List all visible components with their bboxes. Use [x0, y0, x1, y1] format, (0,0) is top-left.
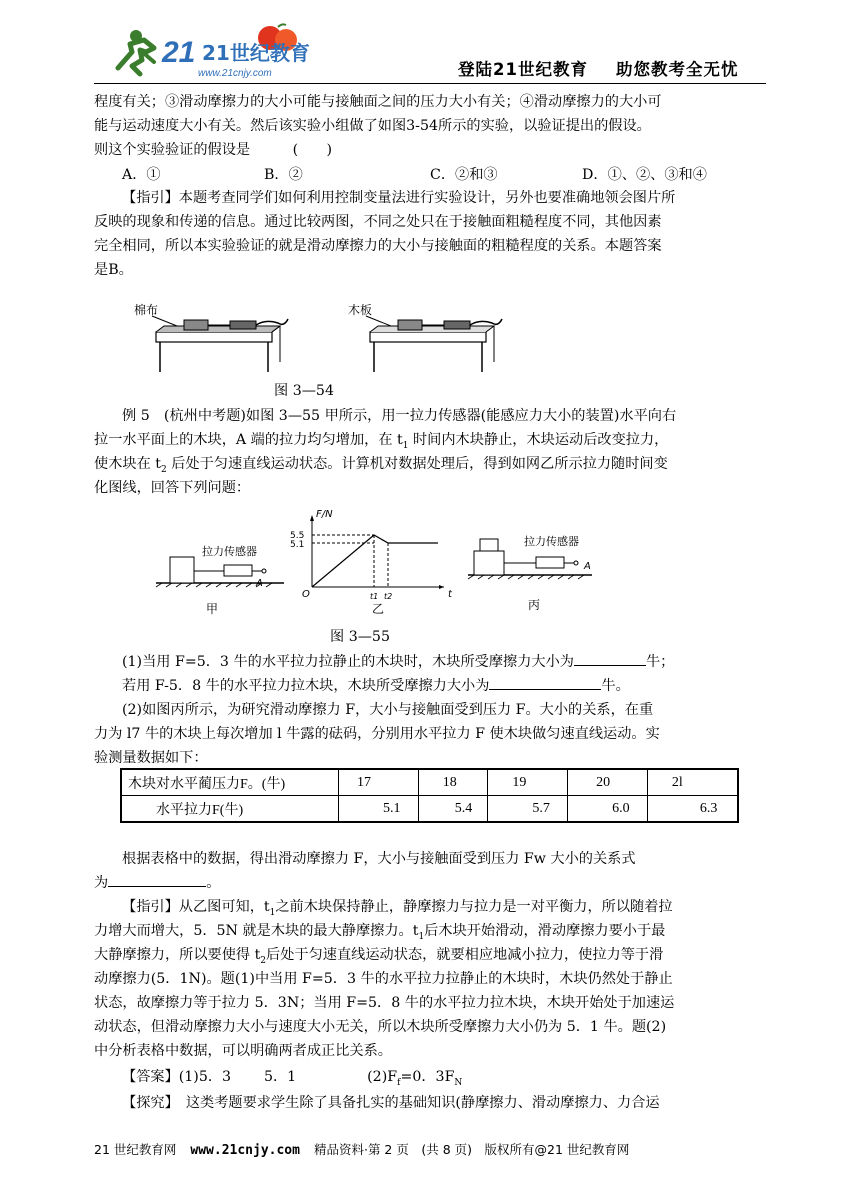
- figure-caption: 图 3—55: [330, 629, 390, 645]
- panel-jia-label: 甲: [206, 602, 219, 616]
- example-line: 使木块在 $t_2$ 后处于匀速直线运动状态。计算机对数据处理后，得到如网乙所示拉力随时间变: [94, 456, 668, 475]
- table-cell: 18: [418, 769, 488, 796]
- option-b: B．②: [264, 167, 303, 183]
- y-axis-label: F/N: [316, 509, 333, 520]
- footer-site: 21 世纪教育网: [94, 1142, 177, 1157]
- figure-caption: 图 3—54: [274, 383, 334, 399]
- page-footer: [94, 1140, 629, 1158]
- answer-blank[interactable]: [574, 651, 646, 666]
- x-tick-label-t2: t2: [384, 592, 393, 601]
- guide-line: 力增大而增大，5．5N 就是木块的最大静摩擦力。$t_1$后木块开始滑动，滑动摩擦力要小于最: [94, 923, 666, 942]
- table-cell: 19: [488, 769, 568, 796]
- answer-line: 【答案】(1)5．3 5．1 $(2)F_f=0$．$3F_N$: [122, 1069, 463, 1088]
- sensor-label: 拉力传感器: [202, 545, 257, 558]
- slogan-login: 登陆21世纪教育: [458, 60, 588, 79]
- y-tick-label-5.1: 5.1: [290, 540, 305, 550]
- point-a-label: A: [256, 578, 263, 589]
- panel-yi-label: 乙: [372, 602, 385, 616]
- relation-question: 为 。: [94, 871, 766, 895]
- header-rule: [94, 83, 766, 84]
- panel-bing: [468, 534, 592, 612]
- example-line: 化图线，回答下列问题：: [94, 480, 251, 496]
- table-row: [121, 769, 738, 796]
- svg-text:21: 21: [162, 36, 196, 69]
- x-axis-label: t: [448, 589, 452, 600]
- guide-line: 反映的现象和传递的信息。通过比较两图，不同之处只在于接触面粗糙程度不同，其他因素: [94, 214, 662, 230]
- origin-label: O: [302, 589, 310, 600]
- guide-line: 【指引】从乙图可知，$t_1$之前木块保持静止，静摩擦力与拉力是一对平衡力，所以随着拉: [122, 899, 673, 918]
- table-setup-left: [152, 316, 288, 372]
- table-cell: 2l: [647, 769, 738, 796]
- panel-bing-label: 丙: [528, 598, 541, 612]
- example-line: 例 5 (杭州中考题)如图 3—55 甲所示，用一拉力传感器(能感应力大小的装置)水平向右: [122, 408, 677, 424]
- text-line: 则这个实验验证的假设是 ( ): [94, 142, 333, 158]
- question-1a: (1)当用 F=5．3 牛的水平拉力拉静止的木块时，木块所受摩擦力大小为 牛；: [122, 650, 794, 674]
- question-1b: 若用 F-5．8 牛的水平拉力拉木块，木块所受摩擦力大小为 牛。: [122, 674, 794, 698]
- text-line: 能与运动速度大小有关。然后该实验小组做了如图3-54所示的实验，以验证提出的假设。: [94, 118, 651, 134]
- point-a-label: A: [584, 561, 591, 572]
- data-table: [120, 768, 739, 823]
- table-cell: 5.7: [488, 796, 568, 823]
- figure-3-55: [152, 505, 602, 617]
- option-a: A．①: [122, 167, 161, 183]
- table-cell: 6.0: [568, 796, 648, 823]
- runner-icon: [118, 30, 154, 74]
- panel-jia: [156, 544, 284, 616]
- table-cell: 5.4: [418, 796, 488, 823]
- text-line: 程度有关；③滑动摩擦力的大小可能与接触面之间的压力大小有关；④滑动摩擦力的大小可: [94, 94, 662, 110]
- table-header-cell: 水平拉力F(牛): [121, 796, 339, 823]
- example-line: 拉一水平面上的木块，A 端的拉力均匀增加，在 $t_1$ 时间内木块静止，木块运动后改变拉力，: [94, 432, 669, 451]
- table-cell: 5.1: [339, 796, 419, 823]
- guide-line: 【指引】本题考查同学们如何利用控制变量法进行实验设计，另外也要准确地领会图片所: [122, 190, 676, 206]
- slogan-worry-free: 助您教考全无忧: [615, 60, 739, 79]
- footer-url[interactable]: www.21cnjy.com: [190, 1143, 300, 1158]
- explore-line: 【探究】 这类考题要求学生除了具备扎实的基础知识(静摩擦力、滑动摩擦力、力合运: [122, 1095, 660, 1111]
- panel-yi-chart: [290, 509, 453, 616]
- guide-line: 大静摩擦力，所以要使得 $t_2$后处于匀速直线运动状态，就要相应地减小拉力，使拉力等于滑: [94, 947, 664, 966]
- site-logo[interactable]: [110, 22, 315, 84]
- question-2: 验测量数据如下：: [94, 750, 208, 766]
- guide-line: 是B。: [94, 262, 133, 278]
- question-2: 力为 l7 牛的木块上每次增加 l 牛露的砝码，分别用水平拉力 F 使木块做匀速直线运动。实: [94, 726, 660, 742]
- table-header-cell: 木块对水平蔺压力F。(牛): [121, 769, 339, 796]
- table-setup-right: [366, 316, 502, 372]
- fig54-label-board: 木板: [348, 303, 373, 317]
- table-cell: 6.3: [647, 796, 738, 823]
- y-tick-label-5.5: 5.5: [290, 531, 305, 541]
- x-tick-label-t1: t1: [370, 592, 379, 601]
- figure-3-54: [134, 296, 534, 374]
- guide-line: 中分析表格中数据，可以明确两者成正比关系。: [94, 1043, 392, 1059]
- answer-blank[interactable]: [108, 872, 206, 887]
- footer-page-info: 精品资料·第 2 页 (共 8 页) 版权所有@21 世纪教育网: [313, 1142, 630, 1157]
- sensor-label: 拉力传感器: [524, 535, 579, 548]
- option-d: D．①、②、③和④: [582, 167, 707, 183]
- table-cell: 17: [339, 769, 419, 796]
- guide-line: 动摩擦力(5．1N)。题(1)中当用 F=5．3 牛的水平拉力拉静止的木块时，木块仍然处于静止: [94, 971, 673, 987]
- force-time-line: [312, 535, 438, 587]
- guide-line: 动状态，但滑动摩擦力大小与速度大小无关，所以木块所受摩擦力大小仍为 5．1 牛。题(2): [94, 1019, 667, 1035]
- logo-text: 21世纪教育: [202, 41, 310, 65]
- relation-question: 根据表格中的数据，得出滑动摩擦力 F，大小与接触面受到压力 Fw 大小的关系式: [122, 851, 636, 867]
- answer-blank[interactable]: [489, 675, 601, 690]
- table-row: [121, 796, 738, 823]
- table-cell: 20: [568, 769, 648, 796]
- option-c: C．②和③: [430, 167, 498, 183]
- guide-line: 状态，故摩擦力等于拉力 5．3N；当用 F=5．8 牛的水平拉力拉木块，木块开始处于加速运: [94, 995, 675, 1011]
- question-2: (2)如图丙所示，为研究滑动摩擦力 F，大小与接触面受到压力 F。大小的关系，在重: [122, 702, 654, 718]
- header-slogan: [458, 56, 738, 80]
- logo-url: www.21cnjy.com: [198, 68, 272, 79]
- fig54-label-cotton: 棉布: [134, 303, 159, 317]
- guide-line: 完全相同，所以本实验验证的就是滑动摩擦力的大小与接触面的粗糙程度的关系。本题答案: [94, 238, 662, 254]
